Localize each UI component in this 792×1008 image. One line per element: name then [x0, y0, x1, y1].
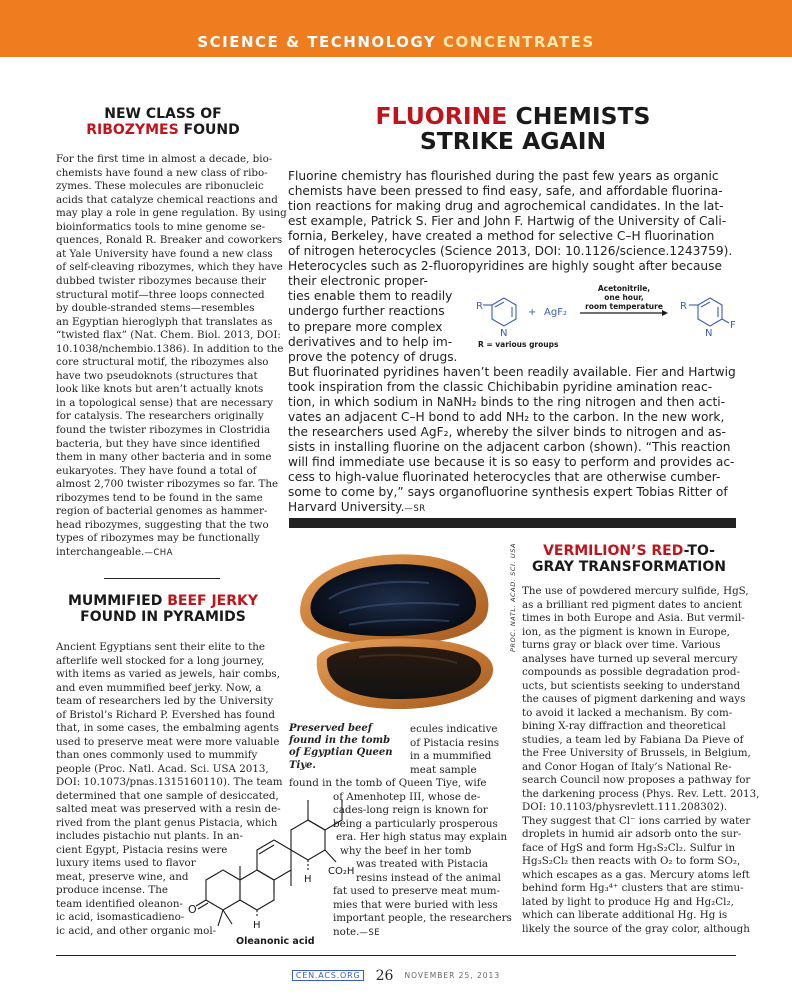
text-line — [288, 410, 724, 425]
text-line — [522, 896, 734, 910]
text-line — [56, 261, 283, 275]
text-line — [522, 720, 726, 734]
text-line — [56, 153, 272, 167]
text-line — [56, 397, 273, 411]
text-line-content: almost 2,700 twister ribozymes so far. The — [56, 478, 279, 491]
text-line-content: The use of powdered mercury sulfide, HgS, — [522, 585, 749, 597]
text-line-content: determined that one sample of desiccated, — [56, 789, 279, 802]
co2h-label: CO₂H — [328, 866, 355, 877]
text-line-content: core structural motif, the ribozymes also — [56, 356, 269, 369]
text-line — [522, 639, 720, 653]
text-line — [522, 828, 741, 842]
ribozymes-title-rest: FOUND — [178, 122, 240, 138]
text-line — [56, 370, 258, 384]
text-line-content: of self-cleaving ribozymes, which they have — [56, 261, 283, 274]
text-line-content: team of researchers led by the University — [56, 695, 274, 707]
text-line-content: acids that catalyze chemical reactions and — [56, 193, 278, 206]
text-line-content: them in many other bacteria and in some — [56, 451, 272, 464]
text-line — [288, 380, 712, 395]
text-line-content: analyses have turned up several mercury — [522, 652, 738, 665]
plus-sign: + — [528, 307, 537, 318]
vermilion-title-line1 — [522, 543, 736, 559]
jerky-title — [56, 593, 270, 625]
text-line — [56, 641, 265, 655]
text-line — [340, 845, 471, 859]
text-line-content: Fluorine chemistry has flourished during the past few years as organic — [288, 169, 719, 183]
text-line-content: the Free University of Brussels, in Belgium, — [522, 747, 751, 759]
text-line-content: tion, in which sodium in NaNH₂ binds to the ring nitrogen and then acti- — [288, 394, 726, 409]
text-line-content: head ribozymes, suggesting that the two — [56, 518, 269, 531]
text-line — [56, 180, 264, 194]
ribozymes-title-red: RIBOZYMES — [86, 122, 179, 138]
text-line-content: vates an adjacent C–H bond to add NH₂ to the carbon. In the new work, — [288, 409, 725, 424]
text-line-content: prove the potency of drugs. — [288, 349, 458, 364]
text-line — [288, 455, 734, 470]
jerky-title-line2: FOUND IN PYRAMIDS — [80, 609, 246, 625]
text-line-content: behind form Hg₃⁴⁺ clusters that are stimu- — [522, 882, 744, 894]
jerky-title-red: BEEF JERKY — [167, 593, 258, 609]
text-line-content: team identified oleanon- — [56, 897, 183, 910]
text-line-content: of Amenhotep III, whose de- — [333, 790, 481, 803]
text-line — [56, 383, 263, 397]
section-divider-bar — [289, 518, 736, 528]
text-line — [288, 320, 443, 335]
text-line-content: to prepare more complex — [288, 319, 443, 334]
text-line-content: undergo further reactions — [288, 304, 445, 319]
product-n-label: N — [705, 328, 713, 339]
text-line-content: sists in installing fluorine on the adjacent carbon (shown). “This reaction — [288, 439, 731, 454]
author-signature: —SR — [404, 504, 426, 515]
text-line — [56, 451, 272, 465]
condition-line3: room temperature — [585, 302, 663, 311]
vermilion-title-line2: GRAY TRANSFORMATION — [531, 559, 727, 575]
text-line-content: the causes of pigment darkening and ways — [522, 693, 746, 705]
reactant-n-label: N — [500, 328, 508, 339]
text-line — [56, 709, 275, 723]
text-line-content: by double-stranded stems—resembles — [56, 302, 255, 315]
text-line-content: an Egyptian hieroglyph that translates as — [56, 315, 273, 328]
text-line-content: ion, as the pigment is known in Europe, — [522, 625, 730, 638]
text-line — [522, 774, 750, 788]
text-line — [288, 169, 719, 184]
text-line-content: compounds as possible degradation prod- — [522, 666, 740, 678]
text-line-content: and Conor Hogan of Italy’s National Re- — [522, 760, 732, 773]
text-line-content: tion reactions for making drug and agrochemical candidates. In the lat- — [288, 199, 724, 214]
fluorine-title-rest: CHEMISTS — [507, 102, 651, 130]
text-line — [522, 747, 751, 761]
text-line-content: being a particularly prosperous — [333, 817, 498, 830]
text-line — [288, 244, 732, 259]
text-line-content: fat used to preserve meat mum- — [333, 885, 500, 897]
scheme-note: R = various groups — [478, 340, 559, 349]
text-line — [333, 885, 500, 899]
text-line — [336, 831, 507, 845]
text-line — [56, 289, 265, 303]
text-line — [522, 599, 742, 613]
text-line — [56, 478, 278, 492]
text-line — [56, 356, 269, 370]
text-line — [522, 626, 730, 640]
text-line — [56, 167, 268, 181]
issue-date: NOVEMBER 25, 2013 — [404, 971, 501, 980]
text-line-content: people (Proc. Natl. Acad. Sci. USA 2013, — [56, 762, 269, 775]
text-line-content: ucts, but scientists seeking to understand — [522, 679, 741, 692]
photo-caption: Preserved beef found in the tomb of Egyptian Queen Tiye. — [289, 723, 393, 771]
text-line-content: cades-long reign is known for — [333, 804, 488, 816]
text-line-content: to avoid it lacked a mechanism. By com- — [522, 706, 733, 719]
text-line — [56, 207, 287, 221]
text-line-content: at Yale University have found a new class — [56, 247, 273, 260]
text-line-content: of nitrogen heterocycles (Science 2013, DOI: 10.1126/science.1243759). — [288, 244, 733, 259]
text-line — [56, 505, 267, 519]
text-line-content: region of bacterial genomes as hammer- — [56, 505, 268, 518]
page-number: 26 — [375, 967, 394, 984]
text-line — [288, 259, 722, 274]
oleanonic-acid-structure — [188, 800, 358, 950]
text-line-content: in a topological sense) that are necessary — [56, 396, 274, 409]
text-line — [56, 221, 265, 235]
text-line — [410, 723, 498, 737]
text-line-content: DOI: 10.1073/pnas.1315160110). The team — [56, 776, 283, 788]
text-line-content: droplets in humid air adsorb onto the sur- — [522, 828, 742, 840]
text-line-content: as a brilliant red pigment dates to ancient — [522, 598, 743, 611]
footer-rule — [56, 955, 736, 956]
text-line — [410, 737, 499, 751]
text-line-content: derivatives and to help im- — [288, 334, 453, 349]
text-line-content: have two pseudoknots (structures that — [56, 369, 258, 382]
text-line-content: afterlife well stocked for a long journey, — [56, 654, 265, 667]
text-line — [522, 788, 759, 802]
text-line-content: era. Her high status may explain — [336, 831, 508, 843]
text-line-content: bioinformatics tools to mine genome se- — [56, 220, 266, 233]
text-line — [356, 858, 488, 872]
condition-line2: one hour, — [604, 293, 644, 302]
text-line-content: But fluorinated pyridines haven’t been readily available. Fier and Hartwig — [288, 364, 736, 379]
text-line-content: est example, Patrick S. Fier and John F. Hartwig of the University of Cali- — [288, 214, 727, 229]
text-line-content: ic acid, and other organic mol- — [56, 924, 217, 937]
text-line-content: structural motif—three loops connected — [56, 288, 265, 301]
ribozymes-title-line2 — [56, 122, 270, 138]
text-line — [288, 184, 723, 199]
text-line — [522, 815, 750, 829]
column-divider — [104, 578, 220, 579]
text-line — [288, 425, 726, 440]
text-line-content: took inspiration from the classic Chichibabin pyridine amination reac- — [288, 379, 713, 394]
text-line — [288, 335, 452, 350]
text-line-content: studies, a team led by Fabiana Da Pieve of — [522, 733, 744, 746]
text-line — [288, 440, 731, 455]
text-line — [522, 707, 732, 721]
h-label-b: H — [304, 874, 312, 885]
text-line — [56, 329, 281, 343]
text-line-content: cient Egypt, Pistacia resins were — [56, 843, 228, 856]
text-line-content: meat sample — [410, 763, 477, 776]
text-line-content: ic acid, isomasticadieno- — [56, 911, 185, 923]
text-line-content: quences, Ronald R. Breaker and coworkers — [56, 234, 283, 247]
text-line — [56, 465, 256, 479]
text-line-content: why the beef in her tomb — [340, 844, 472, 857]
text-line-content: note. — [333, 925, 360, 938]
text-line — [288, 470, 720, 485]
text-line — [288, 365, 736, 380]
text-line-content: dubbed twister ribozymes because their — [56, 274, 266, 287]
text-line-content: of Pistacia resins — [410, 736, 500, 749]
text-line-content: salted meat was preserved with a resin de- — [56, 803, 281, 815]
text-line-content: search Council now proposes a pathway for — [522, 774, 751, 786]
text-line-content: eukaryotes. They have found a total of — [56, 464, 257, 477]
text-line — [522, 761, 732, 775]
text-line-content: for catalysis. The researchers originally — [56, 410, 264, 423]
text-line — [288, 485, 728, 500]
text-line — [56, 234, 282, 248]
text-line — [410, 764, 477, 778]
h-label-a: H — [253, 920, 261, 931]
ribozymes-title-line1: NEW CLASS OF — [104, 106, 222, 122]
text-line-content: includes pistachio nut plants. In an- — [56, 830, 243, 842]
reagent-label: AgF₂ — [544, 307, 567, 318]
text-line-content: likely the source of the gray color, although — [522, 922, 750, 935]
text-line — [56, 655, 264, 669]
text-line — [288, 214, 726, 229]
text-line — [288, 229, 714, 244]
product-r-label: R — [680, 301, 687, 312]
text-line — [56, 532, 260, 546]
fluorination-scheme — [474, 283, 740, 353]
molecule-label: Oleanonic acid — [236, 936, 315, 947]
text-line — [56, 492, 263, 506]
text-line — [522, 680, 740, 694]
text-line-content: ecules indicative — [410, 723, 498, 735]
text-line-content: in a mummified — [410, 750, 492, 762]
text-line — [56, 695, 273, 709]
text-line-content: which can liberate additional Hg. Hg is — [522, 909, 728, 921]
text-line-content: rived from the plant genus Pistacia, which — [56, 816, 278, 829]
section-header-text — [0, 33, 792, 51]
text-line-content: bining X-ray diffraction and theoretical — [522, 720, 726, 732]
text-line-content: resins instead of the animal — [356, 871, 501, 884]
text-line — [410, 750, 491, 764]
author-signature: —SE — [359, 927, 381, 938]
jerky-title-word1: MUMMIFIED — [68, 593, 163, 609]
text-line-content: lated by light to produce Hg and Hg₂Cl₂, — [522, 895, 734, 908]
text-line-content: which escapes as a gas. Mercury atoms left — [522, 868, 750, 881]
text-line-content: They suggest that Cl⁻ ions carried by water — [522, 814, 751, 827]
text-line-content: the researchers used AgF₂, whereby the silver binds to nitrogen and as- — [288, 424, 726, 439]
text-line — [522, 882, 744, 896]
vermilion-title — [522, 543, 736, 575]
section-header-bar — [0, 0, 792, 57]
text-line-content: with items as varied as jewels, hair combs, — [56, 668, 280, 680]
text-line — [522, 869, 750, 883]
text-line-content: may play a role in gene regulation. By using — [56, 207, 287, 220]
text-line-content: meat, preserve wine, and — [56, 870, 189, 883]
text-line — [288, 274, 428, 289]
fluorine-title — [288, 104, 738, 154]
text-line — [522, 842, 735, 856]
text-line-content: look like knots but aren’t actually knots — [56, 383, 264, 396]
text-line-content: chemists have been pressed to find easy, safe, and affordable fluorina- — [288, 184, 723, 199]
text-line — [522, 855, 740, 869]
text-line — [522, 585, 749, 599]
text-line — [56, 424, 270, 438]
footer-url-link[interactable]: CEN.ACS.ORG — [292, 970, 365, 981]
text-line — [288, 500, 426, 517]
text-line-content: Harvard University. — [288, 500, 405, 515]
section-accent: CONCENTRATES — [443, 33, 595, 51]
text-line — [56, 194, 278, 208]
text-line — [56, 316, 272, 330]
text-line — [56, 668, 280, 682]
text-line-content: types of ribozymes may be functionally — [56, 532, 260, 545]
text-line — [56, 343, 283, 357]
text-line-content: and even mummified beef jerky. Now, a — [56, 681, 262, 694]
text-line — [288, 304, 445, 319]
text-line — [56, 519, 269, 533]
section-name: SCIENCE & TECHNOLOGY — [197, 33, 437, 51]
text-line — [522, 666, 740, 680]
text-line — [288, 395, 725, 410]
text-line — [56, 546, 173, 561]
text-line-content: Hg₃S₂Cl₂ then reacts with O₂ to form SO₂, — [522, 855, 741, 867]
text-line — [56, 438, 260, 452]
text-line-content: For the first time in almost a decade, bio- — [56, 153, 273, 165]
text-line — [288, 289, 452, 304]
text-line — [288, 350, 457, 365]
text-line-content: important people, the researchers — [333, 912, 512, 924]
text-line — [356, 872, 501, 886]
text-line-content: face of HgS and form Hg₃S₂Cl₂. Sulfur in — [522, 841, 736, 854]
text-line-content: DOI: 10.1103/physrevlett.111.208302). — [522, 801, 728, 813]
text-line-content: Ancient Egyptians sent their elite to the — [56, 641, 265, 653]
text-line — [522, 801, 727, 815]
condition-line1: Acetonitrile, — [597, 284, 651, 293]
text-line-content: “twisted flax” (Nat. Chem. Biol. 2013, DOI: — [56, 329, 281, 342]
text-line-content: found the twister ribozymes in Clostridia — [56, 424, 271, 436]
text-line-content: found in the tomb of Queen Tiye, wife — [289, 777, 487, 789]
text-line-content: was treated with Pistacia — [356, 858, 489, 870]
text-line — [333, 912, 512, 926]
photo-credit: PROC. NATL. ACAD. SCI. USA — [509, 543, 517, 652]
text-line — [289, 777, 487, 791]
text-line-content: turns gray or black over time. Various — [522, 639, 721, 651]
text-line-content: used to preserve meat were more valuable — [56, 735, 280, 748]
text-line-content: luxury items used to flavor — [56, 857, 196, 869]
beef-jerky-photo — [289, 545, 501, 717]
text-line-content: cess to high-value fluorinated heterocycles that are otherwise cumber- — [288, 470, 721, 484]
fluorine-title-line2: STRIKE AGAIN — [419, 127, 607, 155]
text-line-content: interchangeable. — [56, 545, 145, 558]
text-line-content: some to come by,” says organofluorine synthesis expert Tobias Ritter of — [288, 485, 728, 500]
text-line — [522, 693, 745, 707]
text-line-content: that, in some cases, the embalming agents — [56, 722, 279, 734]
text-line — [522, 909, 727, 923]
text-line-content: zymes. These molecules are ribonucleic — [56, 180, 264, 193]
ribozymes-title — [56, 106, 270, 138]
text-line-content: than ones commonly used to mummify — [56, 749, 258, 761]
text-line-content: 10.1038/nchembio.1386). In addition to the — [56, 342, 284, 355]
text-line — [522, 734, 743, 748]
text-line — [56, 275, 266, 289]
text-line — [56, 410, 264, 424]
carbonyl-oxygen-label: O — [188, 903, 197, 916]
text-line-content: their electronic proper- — [288, 274, 428, 289]
text-line — [522, 612, 745, 626]
text-line-content: ribozymes tend to be found in the same — [56, 491, 263, 504]
text-line-content: produce incense. The — [56, 884, 169, 896]
vermilion-title-red: VERMILION’S RED — [543, 543, 684, 559]
vermilion-title-rest: -TO- — [683, 543, 715, 559]
text-line-content: chemists have found a new class of ribo- — [56, 166, 268, 179]
fluorine-title-red: FLUORINE — [375, 102, 508, 130]
beef-coffin-image — [289, 545, 501, 717]
text-line-content: bacteria, but they have since identified — [56, 437, 261, 450]
text-line-content: will find immediate use because it is so easy to perform and provides ac- — [288, 454, 735, 469]
text-line-content: ties enable them to readily — [288, 289, 453, 304]
text-line-content: Heterocycles such as 2-fluoropyridines are highly sought after because — [288, 259, 723, 274]
text-line-content: fornia, Berkeley, have created a method for selective C–H fluorination — [288, 229, 715, 244]
product-f-label: F — [730, 320, 736, 331]
fluorine-title-line1 — [288, 104, 738, 129]
text-line — [56, 302, 255, 316]
jerky-title-line1 — [56, 593, 270, 609]
reactant-r-label: R — [476, 301, 483, 312]
text-line — [522, 923, 750, 937]
text-line — [56, 682, 261, 696]
text-line — [288, 199, 724, 214]
text-line-content: the darkening process (Phys. Rev. Lett. 2013, — [522, 787, 760, 800]
text-line — [522, 653, 738, 667]
page-footer — [0, 965, 792, 984]
author-signature: —CHA — [144, 547, 173, 558]
text-line-content: mies that were buried with less — [333, 898, 498, 911]
text-line-content: times in both Europe and Asia. But vermil- — [522, 612, 745, 624]
text-line — [56, 248, 273, 262]
text-line-content: of Bristol’s Richard P. Evershed has found — [56, 708, 275, 721]
